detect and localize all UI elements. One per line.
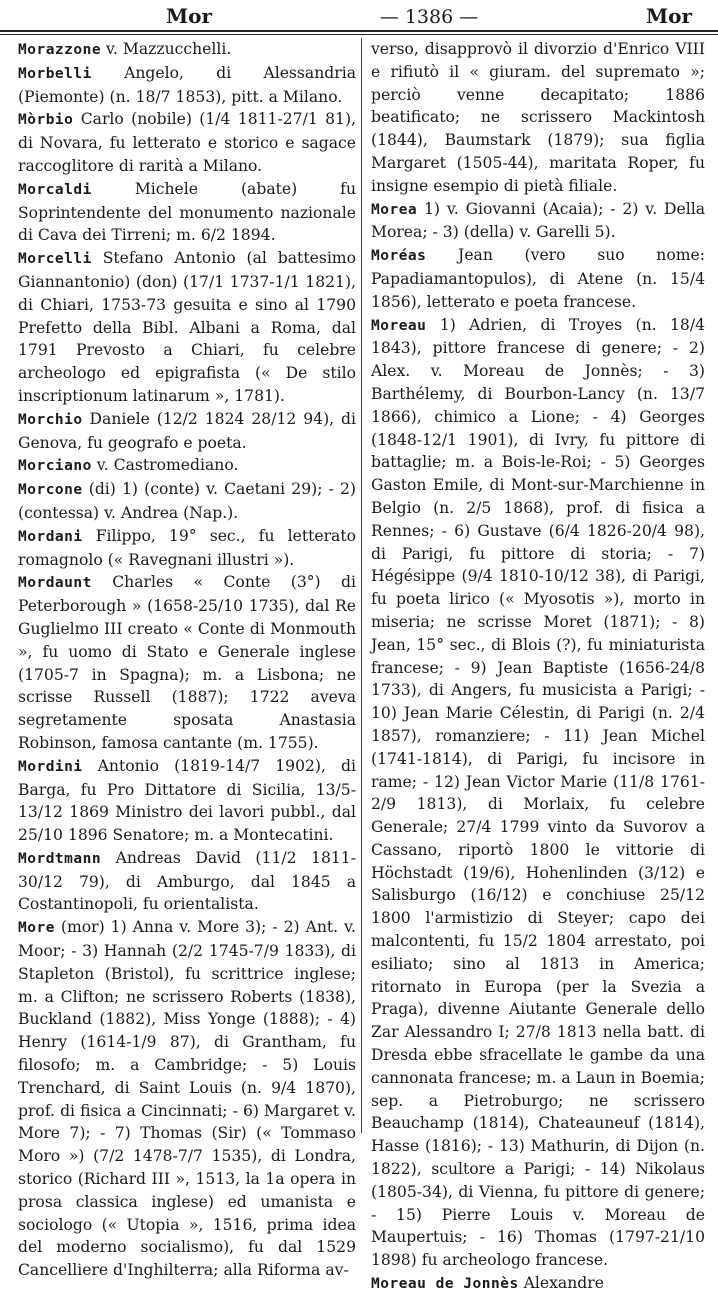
dictionary-entry (18, 847, 356, 916)
entry-text: Alexandre (518, 1274, 604, 1293)
page-number: — 1386 — (379, 6, 479, 28)
entry-headword: Moreau de Jonnès (371, 1276, 519, 1293)
entry-headword: More (18, 920, 55, 937)
entry-text: v. Mazzucchelli. (101, 40, 232, 58)
entry-headword: Morcaldi (18, 181, 92, 198)
entry-text: Angelo, di Alessandria (Piemonte) (n. 18/7 1853), pitt. a Milano. (18, 63, 356, 106)
dictionary-entry (18, 755, 356, 847)
dictionary-entry (371, 198, 705, 245)
header-rule-bottom (0, 34, 718, 35)
header-right-title: Mor (645, 4, 692, 28)
entry-headword: Morbelli (18, 65, 92, 82)
left-column (18, 38, 356, 1282)
entry-text: v. Castromediano. (91, 456, 239, 475)
entry-text: Carlo (nobile) (1/4 1811-27/1 81), di Novara, fu letterato e storico e sagace raccoglitore di rarità a Milano. (18, 110, 356, 175)
entry-text: Filippo, 19° sec., fu letterato romagnolo (« Ravegnani illustri »). (18, 526, 356, 569)
dictionary-entry (18, 525, 356, 572)
entry-headword: Morcelli (18, 251, 92, 268)
entry-text: Stefano Antonio (al battesimo Giannantonio) (don) (17/1 1737-1/1 1821), di Chiari, 1753-73 gesuita e sino al 1790 Prefetto della Bibl. Albani a Roma, dal 1791 Prevosto a Chiari, fu celebre archeologo ed epigrafista (« De stilo inscriptionum latinarum », 1781). (18, 249, 356, 405)
entry-headword: Morazzone (18, 42, 102, 58)
entry-text: Jean (vero suo nome: Papadiamantopulos), di Atene (n. 15/4 1856), letterato e poeta francese. (371, 246, 705, 311)
header-left-title: Mor (166, 4, 213, 28)
dictionary-entry (18, 916, 356, 1282)
entry-headword: Morea (371, 201, 418, 218)
dictionary-entry (371, 38, 705, 198)
dictionary-entry (18, 454, 356, 478)
entry-text: (di) 1) (conte) v. Caetani 29); - 2) (contessa) v. Andrea (Nap.). (18, 480, 356, 522)
entry-text: Andreas David (11/2 1811-30/12 79), di Amburgo, dal 1845 a Costantinopoli, fu orientalista. (18, 848, 356, 914)
entry-headword: Mordani (18, 528, 83, 545)
dictionary-entry (371, 1272, 705, 1296)
page-header (0, 0, 718, 28)
entry-headword: Morciano (18, 458, 92, 475)
dictionary-entry (18, 108, 356, 177)
entry-text: Daniele (12/2 1824 28/12 94), di Genova, fu geografo e poeta. (18, 409, 356, 452)
entry-headword: Morcone (18, 482, 83, 499)
dictionary-entry (18, 408, 356, 455)
entry-text: 1) v. Giovanni (Acaia); - 2) v. Della Morea; - 3) (della) v. Garelli 5). (371, 199, 705, 242)
header-rule-top (0, 30, 718, 32)
dictionary-entry (18, 571, 356, 754)
entry-headword: Mordaunt (18, 575, 92, 592)
entry-headword: Morchio (18, 411, 83, 428)
entry-text: (mor) 1) Anna v. More 3); - 2) Ant. v. Moor; - 3) Hannah (2/2 1745-7/9 1833), di Stapleton (Bristol), fu scrittrice inglese; m. a Clifton; ne scrissero Roberts (1838), Buckland (1882), Miss Yonge (1888); - 4) Henry (1614-1/9 87), di Grantham, fu filosofo; m. a Cambridge; - 5) Louis Trenchard, di Saint Louis (n. 9/4 1870), prof. di fisica a Cincinnati; - 6) Margaret v. More 7); - 7) Thomas (Sir) (« Tommaso Moro ») (7/2 1478-7/7 1535), di Londra, storico (Richard III », 1513, la 1a opera in prosa classica inglese) ed umanista e sociologo (« Utopia », 1516, prima idea del moderno socialismo), fu dal 1529 Cancelliere d'Inghilterra; alla Riforma av- (18, 918, 356, 1280)
entry-text: Michele (abate) fu Soprintendente del monumento nazionale di Cava dei Tirreni; m. 6/2 1894. (18, 179, 356, 245)
dictionary-entry (18, 178, 356, 247)
dictionary-entry (371, 314, 705, 1272)
right-column (371, 38, 705, 1296)
dictionary-entry (18, 247, 356, 408)
entry-text: verso, disapprovò il divorzio d'Enrico VIII e rifiutò il « giuram. del supremato »; perciò venne decapitato; 1886 beatificato; ne scrissero Mackintosh (1844), Baumstark (1879); sua figlia Margaret (1505-44), maritata Roper, fu insigne esempio di pietà filiale. (371, 40, 705, 195)
entry-text: Antonio (1819-14/7 1902), di Barga, fu Pro Dittatore di Sicilia, 13/5-13/12 1869 Ministro dei lavori pubbl., dal 25/10 1896 Senatore; m. a Montecatini. (18, 756, 356, 845)
entry-headword: Mordtmann (18, 850, 102, 867)
column-divider (361, 38, 362, 1133)
entry-headword: Mordini (18, 758, 83, 775)
dictionary-entry (18, 478, 356, 525)
entry-headword: Moréas (371, 248, 427, 265)
dictionary-entry (18, 38, 356, 62)
entry-text: 1) Adrien, di Troyes (n. 18/4 1843), pittore francese di genere; - 2) Alex. v. Moreau de Jonnès; - 3) Barthélemy, di Bourbon-Lancy (n. 13/7 1866), chimico a Lione; - 4) Georges (1848-12/1 1901), di Ivry, fu pittore di battaglie; m. a Bois-le-Roi; - 5) Georges Gaston Emile, di Mont-sur-Marchienne in Belgio (n. 2/5 1868), prof. di fisica a Rennes; - 6) Gustave (6/4 1826-20/4 98), di Parigi, fu pittore di storia; - 7) Hégésippe (9/4 1810-10/12 38), di Parigi, fu poeta lirico (« Myosotis »), morto in miseria; ne scrisse Moret (1871); - 8) Jean, 15° sec., di Blois (?), fu miniaturista francese; - 9) Jean Baptiste (1656-24/8 1733), di Angers, fu musicista a Parigi; - 10) Jean Marie Célestin, di Parigi (n. 2/4 1857), romanziere; - 11) Jean Michel (1741-1814), di Parigi, fu incisore in rame; - 12) Jean Victor Marie (11/8 1761-2/9 1813), di Morlaix, fu celebre Generale; 27/4 1799 vinto da Suvorov a Cassano, riportò 1800 le vittorie di Höchstadt (19/6), Hohenlinden (3/12) e Salisburgo (16/12) e conchiuse 25/12 1800 l'armistizio di Steyer; capo dei malcontenti, fu 15/2 1804 arrestato, poi esiliato; sino al 1813 in America; ritornato in Europa (per la Svezia a Praga), divenne Aiutante Generale dello Zar Alessandro I; 27/8 1813 nella batt. di Dresda ebbe sfracellate le gambe da una cannonata francese; m. a Laun in Boemia; sep. a Pietroburgo; ne scrissero Beauchamp (1814), Chateauneuf (1814), Hasse (1816); - 13) Mathurin, di Dijon (n. 1822), scultore a Parigi; - 14) Nikolaus (1805-34), di Vienna, fu pittore di genere; - 15) Pierre Louis v. Moreau de Maupertuis; - 16) Thomas (1797-21/10 1898) fu archeologo francese. (371, 315, 705, 1270)
entry-headword: Mòrbio (18, 112, 74, 129)
dictionary-entry (18, 62, 356, 109)
dictionary-entry (371, 244, 705, 313)
entry-text: Charles « Conte (3°) di Peterborough » (1658-25/10 1735), dal Re Guglielmo III creato « Conte di Monmouth », fu uomo di Stato e Generale inglese (1705-7 in Spagna); m. a Lisbona; ne scrisse Russell (1887); 1722 aveva segretamente sposata Anastasia Robinson, famosa cantante (m. 1755). (18, 573, 356, 752)
entry-headword: Moreau (371, 317, 427, 334)
